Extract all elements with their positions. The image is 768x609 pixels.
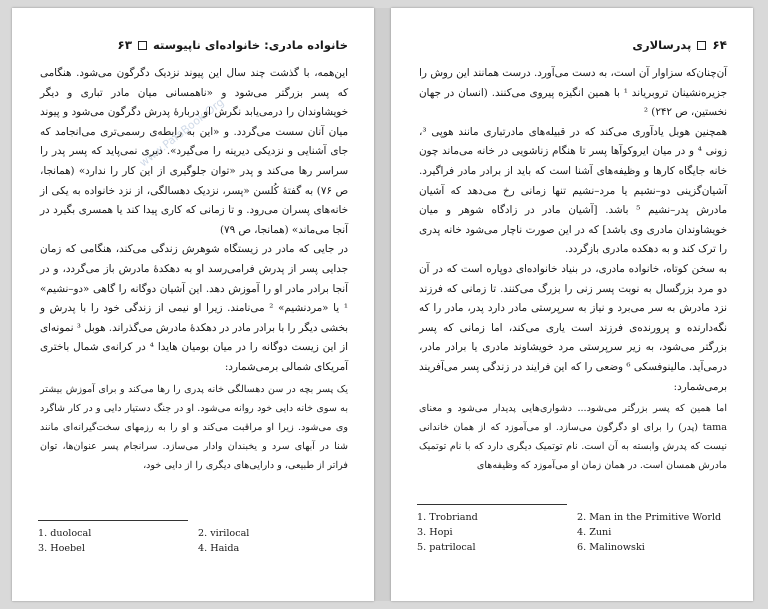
right-page-body bbox=[419, 64, 727, 475]
right-page bbox=[391, 8, 753, 601]
footnote: 3. Hoebel bbox=[38, 543, 85, 554]
paragraph: در جایی که مادر در زیستگاه شوهرش زندگی می‌کند، هنگامی که زمان جدایی پسر از پدرش فرامی‌رسد او به دهکدهٔ مادرش باز می‌گردد، و در آنجا برادر مادر او را آموزش دهد. این آشیان دوگانه را گاهی «دو–نشیم» ¹ یا «مردنشیم» ² می‌نامند. زیرا او نیمی از زندگی خود را با پدرش و بخشی دیگر را با برادر مادر در دهکدهٔ مادرش می‌گذراند. هوبل ³ نمونه‌ای از این زیست دوگانه را در میان بومیان هایدا ⁴ در کرانه‌ی شمال باختری آمریکای شمالی برمی‌شمارد: bbox=[39, 243, 348, 373]
footnote: 4. Haida bbox=[198, 543, 240, 554]
quotation: اما همین که پسر بزرگتر می‌شود... دشواری‌هایی پدیدار می‌شود و معنای tama (پدر) را برای او دگرگون می‌سازد. او می‌آموزد که از همان خاندانی نیست که پدرش وابسته به آن است. نام توتمیک دیگری دارد که با نام توتمیک مادرش همسان است. در همان زمان او می‌آموزد که وظیفه‌های bbox=[419, 403, 727, 472]
footnote: 1. duolocal bbox=[38, 528, 92, 539]
footnote: 6. Malinowski bbox=[577, 542, 645, 553]
left-page-number: ۶۳ bbox=[117, 38, 133, 52]
footnote: 3. Hopi bbox=[417, 527, 453, 538]
right-page-header bbox=[417, 36, 727, 54]
right-running-title: پدرسالاری bbox=[632, 38, 692, 52]
square-ornament-icon bbox=[697, 41, 706, 50]
watermark: www.ParsBook.Org bbox=[136, 95, 227, 170]
right-footnotes bbox=[417, 510, 727, 555]
footnote: 2. Man in the Primitive World bbox=[577, 512, 722, 523]
square-ornament-icon bbox=[138, 41, 147, 50]
footnote: 2. virilocal bbox=[198, 528, 250, 539]
left-footnotes bbox=[38, 526, 348, 556]
footnote-divider bbox=[38, 520, 188, 521]
footnote: 4. Zuni bbox=[577, 527, 612, 538]
paragraph: همچنین هوبل یادآوری می‌کند که در قبیله‌های مادرتباری مانند هوپی ³، زونی ⁴ و در میان ایروکوآها پسر تا هنگام زناشویی در خانه می‌ماند چون خانه جایگاه کارها و وظیفه‌های آشنا است که باید از برادر مادر فراگیرد. آشیان‌گزینی دو–نشیم یا مرد–نشیم تنها زمانی رخ می‌دهد که آشیان مادرش پدر–نشیم ⁵ باشد. [آشیان مادر در زادگاه شوهر و میان خویشاوندان مادری وی باشد] که در این صورت ناچار می‌شود خانه پدری را ترک کند و به دهکده مادری بازگردد. bbox=[419, 125, 728, 256]
left-page-header bbox=[38, 36, 348, 54]
book-binding bbox=[374, 8, 391, 601]
footnote-divider bbox=[417, 504, 567, 505]
paragraph: این‌همه، با گذشت چند سال این پیوند نزدیک دگرگون می‌شود. هنگامی که پسر بزرگتر می‌شود و «ناهمسانی میان مادر تباری و دیگر خویشاوندان را درمی‌یابد نگرش او دربارهٔ پدرش دگرگون می‌شود و پیوند میان آنان سست می‌گردد. و «این به رابطه‌ی رسمی‌تری می‌انجامد که جای آشنایی و نزدیکی دیرینه را می‌گیرد». دیری نمی‌پاید که پسر پدر را سراسر رها می‌کند و پدر «توان جلوگیری از این کار را ندارد» (همانجا، ص ۷۶) به گفتهٔ کُلسن «پسر، نزدیک دهسالگی، از نزد خانواده به یکی از خانه‌های پسران می‌رود. و تا زمانی که کاری پیدا کند یا همسری بگیرد در آنجا می‌ماند» (همانجا، ص ۷۹) bbox=[40, 67, 348, 236]
left-page bbox=[12, 8, 374, 601]
left-page-body bbox=[40, 64, 348, 475]
right-page-number: ۶۴ bbox=[712, 38, 727, 52]
paragraph: به سخن کوتاه، خانواده مادری، در بنیاد خانواده‌ای دوپاره است که در آن دو مرد بزرگسال به نوبت پسر زنی را بزرگ می‌کنند. تا زمانی که فرزند نزد مادرش به سر می‌برد و نیاز به سرپرستی مادر دارد پدر، مادر را که نگه‌دارنده و پرورنده‌ی فرزند است یاری می‌کند، اما زمانی که پسر بزرگتر می‌شود، به زیر سرپرستی مرد خویشاوند مادری یا برادر مادر، درمی‌آید. مالینوفسکی ⁶ وضعی را که این فرایند در زندگی پسر می‌آفریند برمی‌شمارد: bbox=[419, 262, 727, 393]
paragraph: آن‌چنان‌که سزاوار آن است، به دست می‌آورد. درست همانند این روش را جزیره‌نشینان تروبریاند ¹ با همین انگیزه پیروی می‌کنند. (انسان در جهان نخستین، ص ۲۴۲) ² bbox=[419, 67, 727, 119]
footnote: 5. patrilocal bbox=[417, 542, 476, 553]
footnote: 1. Trobriand bbox=[417, 512, 478, 523]
quotation: یک پسر بچه در سن دهسالگی خانه پدری را رها می‌کند و برای آموزش بیشتر به سوی خانه دایی خود روانه می‌شود. او در جنگ دستیار دایی و در کار شاگرد وی می‌شود. زیرا او مراقبت می‌کند و او را به رزمهای سخت‌گیرانه‌ای مانند شنا در آبهای سرد و یخبندان وادار می‌سازد. سرانجام پسر عنوان‌ها، توان فراتر از طبیعی، و دارایی‌های دیگری را از دایی خود، bbox=[40, 383, 348, 471]
left-running-title: خانواده مادری: خانواده‌ای ناپیوسته bbox=[153, 38, 348, 52]
